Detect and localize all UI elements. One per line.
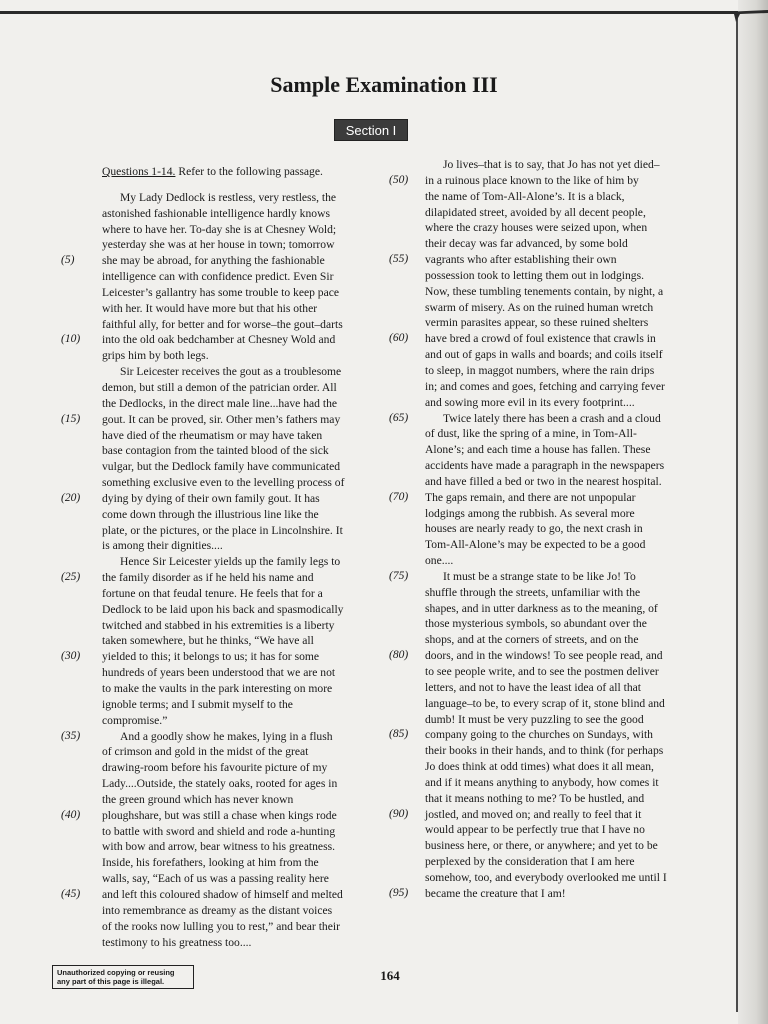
passage-line bbox=[425, 395, 700, 411]
passage-line bbox=[389, 411, 700, 427]
line-text: yesterday she was at her house in town; tomorrow bbox=[102, 238, 335, 252]
passage-line bbox=[425, 363, 700, 379]
line-number: (90) bbox=[389, 807, 409, 820]
line-text: doors, and in the windows! To see people read, and bbox=[425, 649, 663, 663]
line-text: jostled, and moved on; and really to feel that it bbox=[425, 807, 642, 821]
passage-line bbox=[425, 838, 700, 854]
passage-line bbox=[425, 379, 700, 395]
passage-line bbox=[61, 491, 372, 507]
passage-line bbox=[102, 285, 372, 301]
passage-line bbox=[61, 253, 372, 269]
line-text: Leicester’s gallantry has some trouble to keep pace bbox=[102, 285, 340, 299]
line-text: business here, or there, or anywhere; and yet to be bbox=[425, 839, 658, 853]
passage-line bbox=[425, 268, 700, 284]
passage-line bbox=[425, 315, 700, 331]
line-text: shops, and at the corners of streets, and on the bbox=[425, 633, 639, 647]
passage-line bbox=[61, 729, 372, 745]
passage-line bbox=[425, 870, 700, 886]
line-text: of the rooks now lulling you to rest,” and bear their bbox=[102, 919, 340, 933]
line-text: It must be a strange state to be like Jo! To bbox=[443, 569, 636, 583]
passage-line bbox=[425, 442, 700, 458]
line-number: (20) bbox=[61, 491, 81, 504]
passage-line bbox=[389, 886, 700, 902]
passage-line bbox=[425, 585, 700, 601]
passage-line bbox=[102, 744, 372, 760]
line-text: their decay was far advanced, by some bold bbox=[425, 237, 628, 251]
line-text: Twice lately there has been a crash and a cloud bbox=[443, 411, 661, 425]
passage-line bbox=[102, 760, 372, 776]
line-number: (35) bbox=[61, 729, 81, 742]
passage-line bbox=[102, 903, 372, 919]
passage-line bbox=[102, 317, 372, 333]
line-text: fortune on that feudal tenure. He feels that for a bbox=[102, 586, 323, 600]
line-text: houses are nearly ready to go, the next crash in bbox=[425, 522, 643, 536]
passage-left-column bbox=[61, 164, 372, 950]
line-text: something exclusive even to the levelling process of bbox=[102, 476, 345, 490]
copyright-notice bbox=[52, 965, 194, 989]
passage-line bbox=[102, 348, 372, 364]
line-text: possession took to letting them out in lodgings. bbox=[425, 268, 644, 282]
line-text: yielded to this; it belongs to us; it has for some bbox=[102, 650, 320, 664]
line-text: dilapidated street, avoided by all decent people, bbox=[425, 205, 646, 219]
line-text: one.... bbox=[425, 554, 454, 568]
line-text: in; and comes and goes, fetching and carrying fever bbox=[425, 379, 665, 393]
line-text: The gaps remain, and there are not unpopular bbox=[425, 490, 636, 504]
line-text: have died of the rheumatism or may have taken bbox=[102, 428, 323, 442]
passage-line bbox=[425, 759, 700, 775]
passage-line bbox=[102, 237, 372, 253]
line-text: and if it means anything to anybody, how comes it bbox=[425, 775, 659, 789]
passage-line bbox=[425, 822, 700, 838]
passage-line bbox=[102, 206, 372, 222]
passage-line bbox=[102, 538, 372, 554]
line-text: and left this coloured shadow of himself and melted bbox=[102, 887, 343, 901]
line-text: perplexed by the consideration that I am here bbox=[425, 855, 635, 869]
line-text: where to have her. To-day she is at Chesney Wold; bbox=[102, 222, 337, 236]
line-text: she may be abroad, for anything the fashionable bbox=[102, 254, 325, 268]
line-text: ignoble terms; and I submit myself to the bbox=[102, 697, 293, 711]
line-number: (40) bbox=[61, 808, 81, 821]
line-number: (60) bbox=[389, 332, 409, 345]
line-text: taken somewhere, but he thinks, “We have all bbox=[102, 634, 314, 648]
line-text: dying by dying of their own family gout. It has bbox=[102, 491, 320, 505]
line-text: to see people write, and to see the postmen deliver bbox=[425, 665, 659, 678]
line-text: into the old oak bedchamber at Chesney Wold and bbox=[102, 333, 336, 347]
line-text: with her. It would have more but that his other bbox=[102, 301, 318, 315]
right-lines bbox=[389, 157, 700, 902]
line-text: grips him by both legs. bbox=[102, 349, 209, 363]
line-number: (80) bbox=[389, 649, 409, 662]
line-text: Jo does think at odd times) what does it all mean, bbox=[425, 760, 654, 774]
passage-line bbox=[102, 697, 372, 713]
passage-line bbox=[425, 680, 700, 696]
line-number: (50) bbox=[389, 173, 409, 186]
passage-line bbox=[425, 521, 700, 537]
passage-line bbox=[61, 649, 372, 665]
passage-line bbox=[425, 696, 700, 712]
passage-line bbox=[102, 792, 372, 808]
line-text: vermin parasites appear, so these ruined shelters bbox=[425, 316, 649, 330]
line-text: Alone’s; and each time a house has fallen. These bbox=[425, 443, 651, 457]
binding-hook-icon bbox=[724, 8, 768, 22]
passage-line bbox=[389, 807, 700, 823]
passage-line bbox=[102, 396, 372, 412]
passage-line bbox=[102, 824, 372, 840]
passage-line bbox=[389, 569, 700, 585]
line-text: and have filled a bed or two in the nearest hospital. bbox=[425, 474, 662, 488]
line-text: dumb! It must be very puzzling to see the good bbox=[425, 712, 644, 726]
line-text: language–to be, to every scrap of it, stone blind and bbox=[425, 696, 665, 710]
line-text: company going to the churches on Sundays, with bbox=[425, 728, 653, 742]
passage-line bbox=[102, 839, 372, 855]
passage-line bbox=[102, 554, 372, 570]
questions-reference bbox=[102, 164, 372, 180]
notice-line-2: any part of this page is illegal. bbox=[57, 977, 165, 986]
passage-line bbox=[61, 332, 372, 348]
passage-line bbox=[102, 222, 372, 238]
line-text: to battle with sword and shield and rode a-hunting bbox=[102, 824, 336, 838]
line-number: (70) bbox=[389, 490, 409, 503]
passage-line bbox=[389, 173, 700, 189]
passage-line bbox=[102, 633, 372, 649]
line-number: (15) bbox=[61, 412, 81, 425]
line-text: Hence Sir Leicester yields up the family legs to bbox=[120, 555, 341, 569]
page-number: 164 bbox=[380, 968, 400, 983]
line-text: come down through the illustrious line like the bbox=[102, 507, 319, 521]
line-number: (55) bbox=[389, 253, 409, 266]
line-text: testimony to his greatness too.... bbox=[102, 935, 252, 949]
line-text: would appear to be perfectly true that I have no bbox=[425, 823, 645, 837]
passage-line bbox=[425, 537, 700, 553]
line-text: My Lady Dedlock is restless, very restless, the bbox=[120, 190, 337, 204]
passage-line bbox=[61, 887, 372, 903]
passage-line bbox=[389, 490, 700, 506]
questions-instruction: Refer to the following passage. bbox=[175, 165, 323, 178]
line-text: Lady....Outside, the stately oaks, rooted for ages in bbox=[102, 777, 338, 791]
line-text: letters, and not to have the least idea of all that bbox=[425, 680, 642, 694]
line-text: Tom-All-Alone’s may be expected to be a good bbox=[425, 538, 646, 552]
line-text: became the creature that I am! bbox=[425, 886, 566, 900]
line-text: compromise.” bbox=[102, 713, 168, 727]
line-text: vagrants who after establishing their own bbox=[425, 253, 617, 267]
passage-line bbox=[389, 727, 700, 743]
line-text: into remembrance as dreamy as the distant voices bbox=[102, 903, 333, 917]
passage-line bbox=[425, 236, 700, 252]
line-text: the name of Tom-All-Alone’s. It is a black, bbox=[425, 189, 625, 203]
line-text: faithful ally, for better and for worse–the gout–darts bbox=[102, 317, 343, 331]
page-binding-edge bbox=[738, 0, 768, 1024]
line-text: demon, but still a demon of the patrician order. All bbox=[102, 380, 337, 394]
passage-line bbox=[425, 664, 700, 680]
passage-line bbox=[425, 205, 700, 221]
passage-line bbox=[425, 712, 700, 728]
passage-line bbox=[425, 157, 700, 173]
line-text: astonished fashionable intelligence hardly knows bbox=[102, 206, 330, 220]
passage-line bbox=[102, 871, 372, 887]
line-text: and out of gaps in walls and boards; and coils itself bbox=[425, 348, 663, 362]
passage-line bbox=[61, 808, 372, 824]
line-text: of dust, like the spring of a mine, in Tom-All- bbox=[425, 427, 637, 441]
passage-line bbox=[425, 791, 700, 807]
passage-line bbox=[389, 252, 700, 268]
line-text: where the crazy houses were seized upon, when bbox=[425, 221, 648, 235]
passage-line bbox=[102, 618, 372, 634]
line-text: and sowing more evil in its every footprint.... bbox=[425, 395, 635, 409]
passage-line bbox=[102, 443, 372, 459]
line-text: to sleep, in maggot numbers, where the rain drips bbox=[425, 363, 655, 377]
passage-line bbox=[425, 347, 700, 363]
line-text: base contagion from the tainted blood of the sick bbox=[102, 444, 329, 458]
line-text: the green ground which has never known bbox=[102, 792, 294, 806]
section-badge: Section I bbox=[334, 119, 408, 141]
passage-line bbox=[425, 189, 700, 205]
line-number: (25) bbox=[61, 571, 81, 584]
passage-line bbox=[102, 301, 372, 317]
passage-line bbox=[425, 458, 700, 474]
line-text: Inside, his forefathers, looking at him from the bbox=[102, 856, 319, 870]
line-number: (30) bbox=[61, 650, 81, 663]
line-text: in a ruinous place known to the like of him by bbox=[425, 173, 639, 187]
line-text: to make the vaults in the park interesting on more bbox=[102, 682, 333, 695]
line-number: (45) bbox=[61, 887, 81, 900]
passage-line bbox=[425, 220, 700, 236]
binding-line bbox=[736, 12, 738, 1012]
passage-line bbox=[102, 459, 372, 475]
passage-line bbox=[425, 743, 700, 759]
line-text: drawing-room before his favourite picture of my bbox=[102, 761, 328, 775]
passage-line bbox=[102, 935, 372, 951]
line-text: the family disorder as if he held his name and bbox=[102, 571, 314, 585]
line-text: twitched and stabbed in his extremities is a liberty bbox=[102, 618, 335, 632]
passage-line bbox=[102, 776, 372, 792]
line-text: gout. It can be proved, sir. Other men’s fathers may bbox=[102, 412, 341, 426]
passage-line bbox=[102, 428, 372, 444]
line-number: (10) bbox=[61, 333, 81, 346]
line-text: lodgings among the rubbish. As several more bbox=[425, 506, 635, 520]
passage-line bbox=[102, 190, 372, 206]
passage-line bbox=[102, 665, 372, 681]
questions-label: Questions 1-14. bbox=[102, 165, 176, 178]
line-text: is among their dignities.... bbox=[102, 539, 223, 553]
passage-line bbox=[102, 380, 372, 396]
passage-line bbox=[425, 632, 700, 648]
passage-line bbox=[102, 586, 372, 602]
line-text: Dedlock to be laid upon his back and spasmodically bbox=[102, 602, 344, 616]
passage-line bbox=[102, 602, 372, 618]
passage-line bbox=[389, 648, 700, 664]
passage-line bbox=[425, 284, 700, 300]
line-text: of crimson and gold in the midst of the great bbox=[102, 745, 309, 759]
line-number: (75) bbox=[389, 569, 409, 582]
passage-line bbox=[61, 412, 372, 428]
line-text: And a goodly show he makes, lying in a flush bbox=[120, 729, 333, 743]
page-title: Sample Examination III bbox=[270, 72, 498, 97]
passage-line bbox=[425, 300, 700, 316]
line-text: shapes, and in utter darkness as to the meaning, of bbox=[425, 601, 658, 615]
top-rule bbox=[0, 11, 738, 14]
passage-line bbox=[425, 553, 700, 569]
line-text: the Dedlocks, in the direct male line...have had the bbox=[102, 396, 338, 410]
line-text: those mysterious symbols, so abundant over the bbox=[425, 617, 647, 631]
passage-line bbox=[102, 475, 372, 491]
passage-line bbox=[61, 570, 372, 586]
line-text: have bred a crowd of foul existence that crawls in bbox=[425, 332, 656, 346]
passage-right-column bbox=[389, 157, 700, 902]
passage-line bbox=[102, 855, 372, 871]
line-number: (95) bbox=[389, 886, 409, 899]
left-lines bbox=[61, 190, 372, 951]
line-text: walls, say, “Each of us was a passing reality here bbox=[102, 872, 329, 886]
line-text: somehow, too, and everybody overlooked me until I bbox=[425, 870, 667, 884]
line-text: shuffle through the streets, unfamiliar with the bbox=[425, 585, 641, 599]
passage-line bbox=[425, 601, 700, 617]
line-text: Sir Leicester receives the gout as a troublesome bbox=[120, 365, 342, 379]
passage-line bbox=[425, 775, 700, 791]
line-text: Jo lives–that is to say, that Jo has not yet died– bbox=[443, 158, 660, 171]
passage-line bbox=[102, 507, 372, 523]
notice-line-1: Unauthorized copying or reusing bbox=[57, 968, 175, 977]
passage-line bbox=[425, 854, 700, 870]
line-text: hundreds of years been understood that we are not bbox=[102, 666, 336, 680]
passage-line bbox=[425, 616, 700, 632]
line-text: accidents have made a paragraph in the newspapers bbox=[425, 459, 665, 473]
line-text: ploughshare, but was still a chase when kings rode bbox=[102, 808, 337, 822]
line-number: (65) bbox=[389, 411, 409, 424]
line-text: swarm of misery. As on the ruined human wretch bbox=[425, 300, 654, 314]
passage-line bbox=[425, 506, 700, 522]
line-text: intelligence can with confidence predict. Even Sir bbox=[102, 270, 334, 284]
line-text: plate, or the pictures, or the place in Lincolnshire. It bbox=[102, 523, 343, 537]
line-text: Now, these tumbling tenements contain, by night, a bbox=[425, 284, 664, 298]
passage-line bbox=[102, 364, 372, 380]
passage-line bbox=[425, 474, 700, 490]
line-text: their books in their hands, and to think (for perhaps bbox=[425, 744, 664, 758]
line-number: (85) bbox=[389, 728, 409, 741]
passage-line bbox=[389, 331, 700, 347]
passage-line bbox=[102, 919, 372, 935]
line-text: with bow and arrow, bear witness to his greatness. bbox=[102, 840, 336, 854]
line-text: vulgar, but the Dedlock family have communicated bbox=[102, 460, 341, 474]
passage-line bbox=[102, 713, 372, 729]
line-text: that it means nothing to me? To be hustled, and bbox=[425, 791, 645, 805]
passage-line bbox=[425, 426, 700, 442]
passage-line bbox=[102, 681, 372, 697]
line-number: (5) bbox=[61, 254, 75, 267]
passage-line bbox=[102, 523, 372, 539]
passage-line bbox=[102, 269, 372, 285]
